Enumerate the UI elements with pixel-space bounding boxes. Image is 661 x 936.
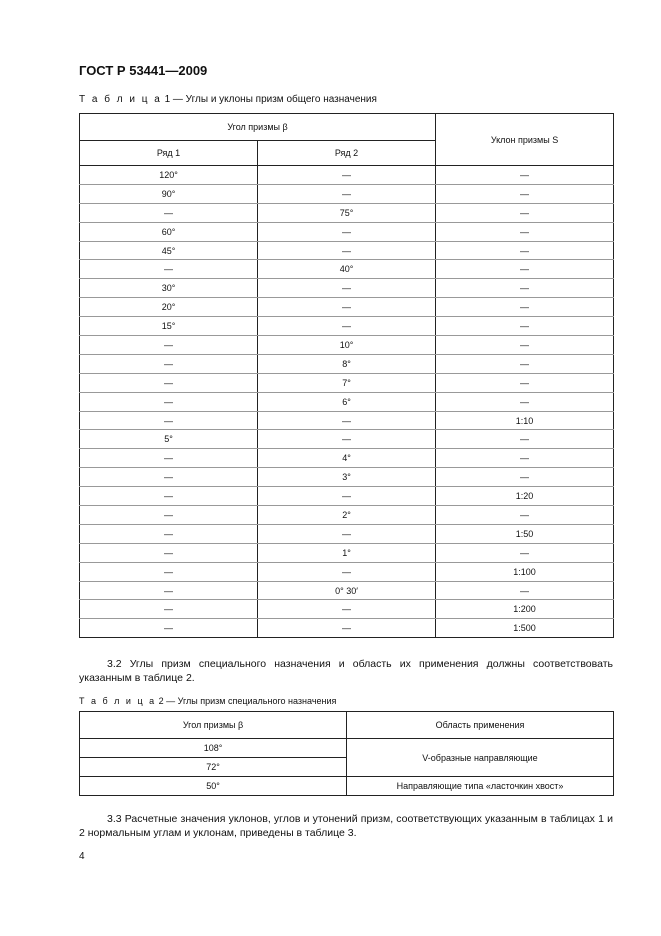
paragraph-3-2: 3.2 Углы призм специального назначения и область их применения должны соответствовать указанным в таблице 2. xyxy=(79,658,613,684)
table-row xyxy=(80,241,614,260)
table-row xyxy=(80,581,614,600)
table-row xyxy=(80,487,614,506)
table-row xyxy=(80,430,614,449)
table1-slope-cell: — xyxy=(436,373,614,392)
table1-row1-cell: — xyxy=(80,524,258,543)
table2-caption-text: 2 — Углы призм специального назначения xyxy=(158,696,337,706)
table1-slope-cell: — xyxy=(436,392,614,411)
table1-row2-cell: — xyxy=(258,430,436,449)
table1-row2-cell: 7° xyxy=(258,373,436,392)
table1-slope-cell: — xyxy=(436,354,614,373)
table1-slope-cell: — xyxy=(436,506,614,525)
table-row xyxy=(80,260,614,279)
table1-slope-cell: — xyxy=(436,336,614,355)
table1-slope-cell: — xyxy=(436,184,614,203)
table1-row1-cell: — xyxy=(80,411,258,430)
table1-row2-cell: — xyxy=(258,241,436,260)
table1-row1-cell: 30° xyxy=(80,279,258,298)
table1-slope-cell: — xyxy=(436,241,614,260)
table1-header-angle: Угол призмы β xyxy=(80,114,436,141)
table1-header-row1: Ряд 1 xyxy=(80,141,258,166)
table1-row2-cell: 3° xyxy=(258,468,436,487)
table1-slope-cell: — xyxy=(436,203,614,222)
table1-row2-cell: 6° xyxy=(258,392,436,411)
table2-area-cell: V-образные направляющие xyxy=(347,739,614,777)
table-row xyxy=(80,739,614,758)
table1-row2-cell: — xyxy=(258,524,436,543)
table2-header-area: Область применения xyxy=(347,712,614,739)
table1-row1-cell: 45° xyxy=(80,241,258,260)
table-row xyxy=(80,298,614,317)
table2-area-cell: Направляющие типа «ласточкин хвост» xyxy=(347,777,614,796)
table1 xyxy=(79,113,614,638)
table1-slope-cell: — xyxy=(436,430,614,449)
table1-slope-cell: 1:200 xyxy=(436,600,614,619)
table1-slope-cell: — xyxy=(436,468,614,487)
table1-row1-cell: 90° xyxy=(80,184,258,203)
table1-row2-cell: 2° xyxy=(258,506,436,525)
table-row xyxy=(80,279,614,298)
table1-row1-cell: 20° xyxy=(80,298,258,317)
table-row xyxy=(80,449,614,468)
table1-row2-cell: — xyxy=(258,317,436,336)
page-number: 4 xyxy=(79,851,85,862)
table2-header-angle: Угол призмы β xyxy=(80,712,347,739)
table1-row1-cell: — xyxy=(80,336,258,355)
table1-row2-cell: 75° xyxy=(258,203,436,222)
table1-row1-cell: — xyxy=(80,543,258,562)
table1-row1-cell: — xyxy=(80,449,258,468)
table1-row1-cell: — xyxy=(80,203,258,222)
table1-row1-cell: — xyxy=(80,581,258,600)
table1-row2-cell: 40° xyxy=(258,260,436,279)
table1-slope-cell: 1:100 xyxy=(436,562,614,581)
table-row xyxy=(80,543,614,562)
table1-row2-cell: — xyxy=(258,562,436,581)
table-row xyxy=(80,524,614,543)
table-row xyxy=(80,392,614,411)
table1-row1-cell: 120° xyxy=(80,166,258,185)
table1-slope-cell: — xyxy=(436,543,614,562)
table1-slope-cell: — xyxy=(436,279,614,298)
table1-row2-cell: 0° 30′ xyxy=(258,581,436,600)
table1-row2-cell: — xyxy=(258,298,436,317)
table1-body xyxy=(80,166,614,638)
table1-header-row2: Ряд 2 xyxy=(258,141,436,166)
table1-row1-cell: — xyxy=(80,373,258,392)
table1-row1-cell: — xyxy=(80,260,258,279)
table-row xyxy=(80,317,614,336)
table2-angle-cell: 108° xyxy=(80,739,347,758)
table1-row2-cell: 10° xyxy=(258,336,436,355)
table-row xyxy=(80,562,614,581)
table1-slope-cell: 1:50 xyxy=(436,524,614,543)
table1-slope-cell: — xyxy=(436,166,614,185)
table2-angle-cell: 72° xyxy=(80,758,347,777)
table1-row2-cell: 1° xyxy=(258,543,436,562)
table1-row1-cell: 15° xyxy=(80,317,258,336)
table1-caption-text: 1 — Углы и уклоны призм общего назначения xyxy=(164,94,377,105)
table1-row1-cell: — xyxy=(80,487,258,506)
table1-row2-cell: — xyxy=(258,166,436,185)
table1-row2-cell: 4° xyxy=(258,449,436,468)
table1-slope-cell: — xyxy=(436,222,614,241)
table1-row2-cell: — xyxy=(258,487,436,506)
table1-row2-cell: — xyxy=(258,411,436,430)
table1-row2-cell: — xyxy=(258,222,436,241)
document-header: ГОСТ Р 53441—2009 xyxy=(79,63,208,78)
table1-slope-cell: 1:10 xyxy=(436,411,614,430)
table-row xyxy=(80,203,614,222)
table1-slope-cell: 1:500 xyxy=(436,619,614,638)
table1-row1-cell: — xyxy=(80,562,258,581)
table1-row2-cell: 8° xyxy=(258,354,436,373)
table1-slope-cell: — xyxy=(436,581,614,600)
table2-caption-word: Т а б л и ц а xyxy=(79,696,157,706)
table1-slope-cell: 1:20 xyxy=(436,487,614,506)
table-row xyxy=(80,506,614,525)
table1-row1-cell: 60° xyxy=(80,222,258,241)
table1-row1-cell: 5° xyxy=(80,430,258,449)
table-row xyxy=(80,166,614,185)
table-row xyxy=(80,619,614,638)
table1-caption-word: Т а б л и ц а xyxy=(79,94,162,105)
table-row xyxy=(80,184,614,203)
table1-row1-cell: — xyxy=(80,619,258,638)
paragraph-3-3: 3.3 Расчетные значения уклонов, углов и утонений призм, соответствующих указанным в таблицах 1 и 2 нормальным углам и уклонам, приведены в таблице 3. xyxy=(79,813,613,839)
table1-row1-cell: — xyxy=(80,354,258,373)
table1-row2-cell: — xyxy=(258,184,436,203)
table-row xyxy=(80,600,614,619)
table1-row1-cell: — xyxy=(80,468,258,487)
table1-row2-cell: — xyxy=(258,279,436,298)
table-row xyxy=(80,373,614,392)
table2-caption xyxy=(79,696,336,706)
table1-caption xyxy=(79,94,377,105)
table-row xyxy=(80,222,614,241)
table1-row2-cell: — xyxy=(258,619,436,638)
table-row xyxy=(80,336,614,355)
table1-row1-cell: — xyxy=(80,600,258,619)
table1-slope-cell: — xyxy=(436,260,614,279)
table1-row2-cell: — xyxy=(258,600,436,619)
table1-slope-cell: — xyxy=(436,298,614,317)
table1-slope-cell: — xyxy=(436,449,614,468)
table1-row1-cell: — xyxy=(80,506,258,525)
table-row xyxy=(80,468,614,487)
table2 xyxy=(79,711,614,796)
table-row xyxy=(80,411,614,430)
table-row xyxy=(80,354,614,373)
table1-header-slope: Уклон призмы S xyxy=(436,114,614,166)
table1-slope-cell: — xyxy=(436,317,614,336)
table1-row1-cell: — xyxy=(80,392,258,411)
table2-angle-cell: 50° xyxy=(80,777,347,796)
table-row xyxy=(80,777,614,796)
